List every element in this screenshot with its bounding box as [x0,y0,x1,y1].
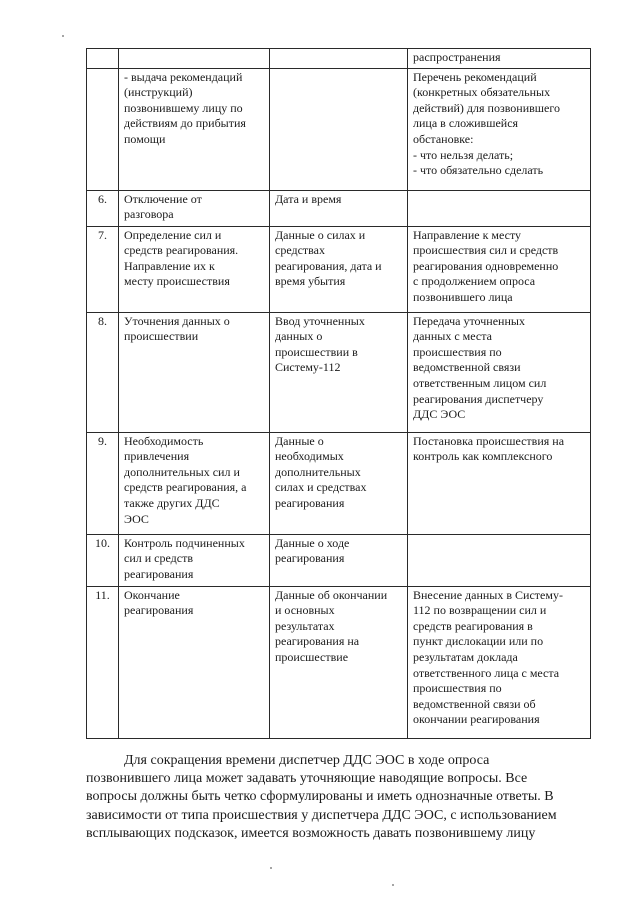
paragraph-line: зависимости от типа происшествия у диспетчера ДДС ЭОС, с использованием [86,807,557,823]
cell-line: и основных [275,603,335,618]
paragraph-line: всплывающих подсказок, имеется возможность давать позвонившему лицу [86,825,536,841]
stage-cell [119,432,270,534]
cell-line: ведомственной связи об [413,696,536,711]
cell-line: также других ДДС [124,495,220,510]
cell-line: (инструкций) [124,85,193,100]
action-cell [408,68,591,190]
cell-line: средствах [275,243,326,258]
cell-line: Систему-112 [275,360,341,375]
cell-line: реагирования [275,551,345,566]
cell-line: окончании реагирования [413,712,540,727]
cell-line: данных о [275,329,323,344]
data-cell [270,190,408,226]
cell-line: - выдача рекомендаций [124,69,243,84]
cell-line: (конкретных обязательных [413,85,551,100]
cell-line: реагирования, дата и [275,258,382,273]
table-row [87,586,591,738]
table-row [87,312,591,432]
cell-line: происшествии в [275,344,358,359]
cell-line: Перечень рекомендаций [413,69,537,84]
action-cell [408,432,591,534]
body-paragraph [86,752,590,843]
stage-cell [119,312,270,432]
cell-line: 112 по возвращении сил и [413,603,547,618]
cell-line: Передача уточненных [413,313,525,328]
data-cell [270,586,408,738]
cell-line: сил и средств [124,551,193,566]
cell-line: происшествия по [413,681,502,696]
cell-line: ответственным лицом сил [413,375,547,390]
cell-line: ЭОС [124,511,149,526]
row-number [87,49,119,69]
cell-line: Необходимость [124,433,204,448]
row-number: 7. [87,226,119,312]
cell-line: Контроль подчиненных [124,535,245,550]
row-number: 10. [87,534,119,586]
cell-line: позвонившего лица [413,289,513,304]
cell-line: Постановка происшествия на [413,433,565,448]
stage-cell [119,49,270,69]
cell-line: реагирования [124,603,194,618]
data-cell [270,49,408,69]
cell-line: Уточнения данных о [124,313,230,328]
cell-line: действий) для позвонившего [413,100,560,115]
cell-line: месту происшествия [124,274,230,289]
cell-line: результатам доклада [413,649,518,664]
action-cell [408,226,591,312]
cell-line: обстановке: [413,131,474,146]
action-cell [408,586,591,738]
table-row [87,534,591,586]
row-number: 9. [87,432,119,534]
cell-line: Ввод уточненных [275,313,365,328]
row-number: 8. [87,312,119,432]
cell-line: Направление к месту [413,227,522,242]
cell-line: контроль как комплексного [413,449,553,464]
stage-cell [119,534,270,586]
cell-line: Данные о [275,433,324,448]
stage-cell [119,226,270,312]
stage-cell [119,586,270,738]
cell-line: с продолжением опроса [413,274,536,289]
cell-line: происшествие [275,649,349,664]
cell-line: происшествия по [413,344,502,359]
action-cell [408,534,591,586]
data-cell [270,312,408,432]
cell-line: средств реагирования. [124,243,239,258]
cell-line: время убытия [275,274,346,289]
scan-speck [392,884,394,886]
cell-line: дополнительных [275,464,361,479]
row-number [87,68,119,190]
cell-line: привлечения [124,449,190,464]
cell-line: данных с места [413,329,492,344]
cell-line: реагирования [124,566,194,581]
cell-line: результатах [275,618,335,633]
cell-line: реагирования на [275,634,360,649]
cell-line: Отключение от [124,191,202,206]
action-cell [408,190,591,226]
action-cell [408,312,591,432]
cell-line: Внесение данных в Систему- [413,587,563,602]
cell-line: дополнительных сил и [124,464,240,479]
action-cell [408,49,591,69]
row-number: 11. [87,586,119,738]
scan-speck [62,35,64,37]
cell-line: необходимых [275,449,344,464]
scan-speck [270,867,272,869]
cell-line: Окончание [124,587,180,602]
data-cell [270,68,408,190]
cell-line: реагирования диспетчеру [413,391,544,406]
cell-line: ведомственной связи [413,360,521,375]
table-row [87,49,591,69]
row-number: 6. [87,190,119,226]
cell-line: Данные о ходе [275,535,350,550]
data-cell [270,432,408,534]
paragraph-line: позвонившего лица может задавать уточняющие наводящие вопросы. Все [86,771,528,787]
cell-line: лица в сложившейся [413,116,519,131]
cell-line: средств реагирования в [413,618,533,633]
table-row [87,190,591,226]
cell-line: силах и средствах [275,480,367,495]
cell-line: Дата и время [275,191,342,206]
cell-line: Данные о силах и [275,227,366,242]
stage-cell [119,68,270,190]
cell-line: - что нельзя делать; [413,147,514,162]
stage-cell [119,190,270,226]
table-row [87,68,591,190]
cell-line: ответственного лица с места [413,665,560,680]
paragraph-line: вопросы должны быть четко сформулированы и иметь однозначные ответы. В [86,789,554,805]
cell-line: реагирования одновременно [413,258,559,273]
cell-line: распространения [413,50,501,64]
cell-line: происшествия сил и средств [413,243,559,258]
cell-line: происшествии [124,329,199,344]
cell-line: средств реагирования, а [124,480,247,495]
cell-line: реагирования [275,495,345,510]
table-row [87,226,591,312]
data-cell [270,226,408,312]
cell-line: позвонившему лицу по [124,100,243,115]
cell-line: помощи [124,131,166,146]
cell-line: - что обязательно сделать [413,163,544,178]
cell-line: Данные об окончании [275,587,388,602]
data-cell [270,534,408,586]
cell-line: разговора [124,207,174,222]
cell-line: пункт дислокации или по [413,634,544,649]
cell-line: Направление их к [124,258,215,273]
cell-line: действиям до прибытия [124,116,246,131]
table-row [87,432,591,534]
paragraph-line: Для сокращения времени диспетчер ДДС ЭОС в ходе опроса [124,753,490,768]
cell-line: ДДС ЭОС [413,407,466,422]
cell-line: Определение сил и [124,227,222,242]
procedure-table [86,48,591,739]
